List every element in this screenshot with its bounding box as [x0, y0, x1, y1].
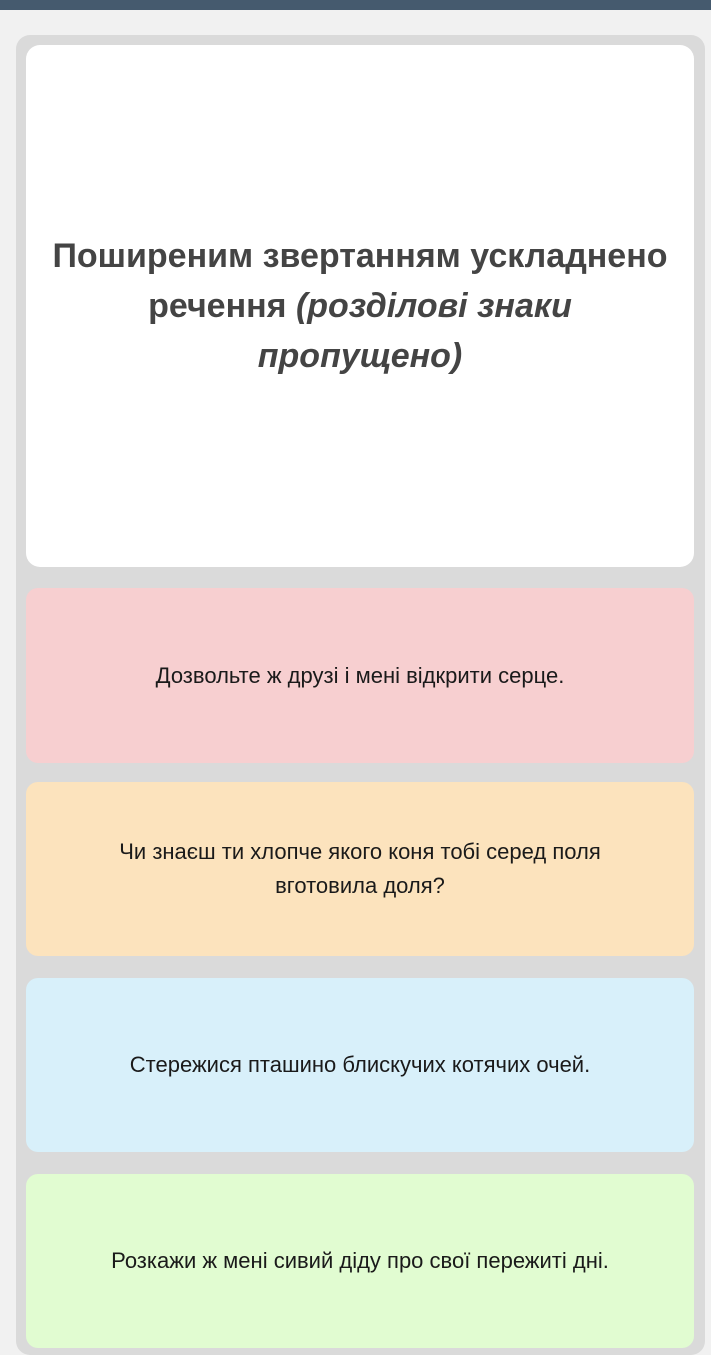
answer-option-2-text: Чи знаєш ти хлопче якого коня тобі серед поля вготовила доля? — [119, 839, 601, 898]
answer-option-3[interactable] — [26, 978, 694, 1152]
question-text — [44, 231, 676, 381]
answer-option-4[interactable] — [26, 1174, 694, 1348]
question-card — [26, 45, 694, 567]
question-main: Поширеним звертанням ускладнено речення — [52, 237, 668, 325]
answer-option-2[interactable] — [26, 782, 694, 956]
answer-option-4-text: Розкажи ж мені сивий діду про свої пережиті дні. — [111, 1248, 609, 1273]
answer-option-1-text: Дозвольте ж друзі і мені відкрити серце. — [155, 662, 565, 688]
answer-option-3-text: Стережися пташино блискучих котячих очей. — [129, 1052, 591, 1077]
top-bar — [0, 0, 711, 10]
answer-option-1[interactable] — [26, 588, 694, 763]
question-note: (розділові знаки пропущено) — [257, 287, 572, 375]
